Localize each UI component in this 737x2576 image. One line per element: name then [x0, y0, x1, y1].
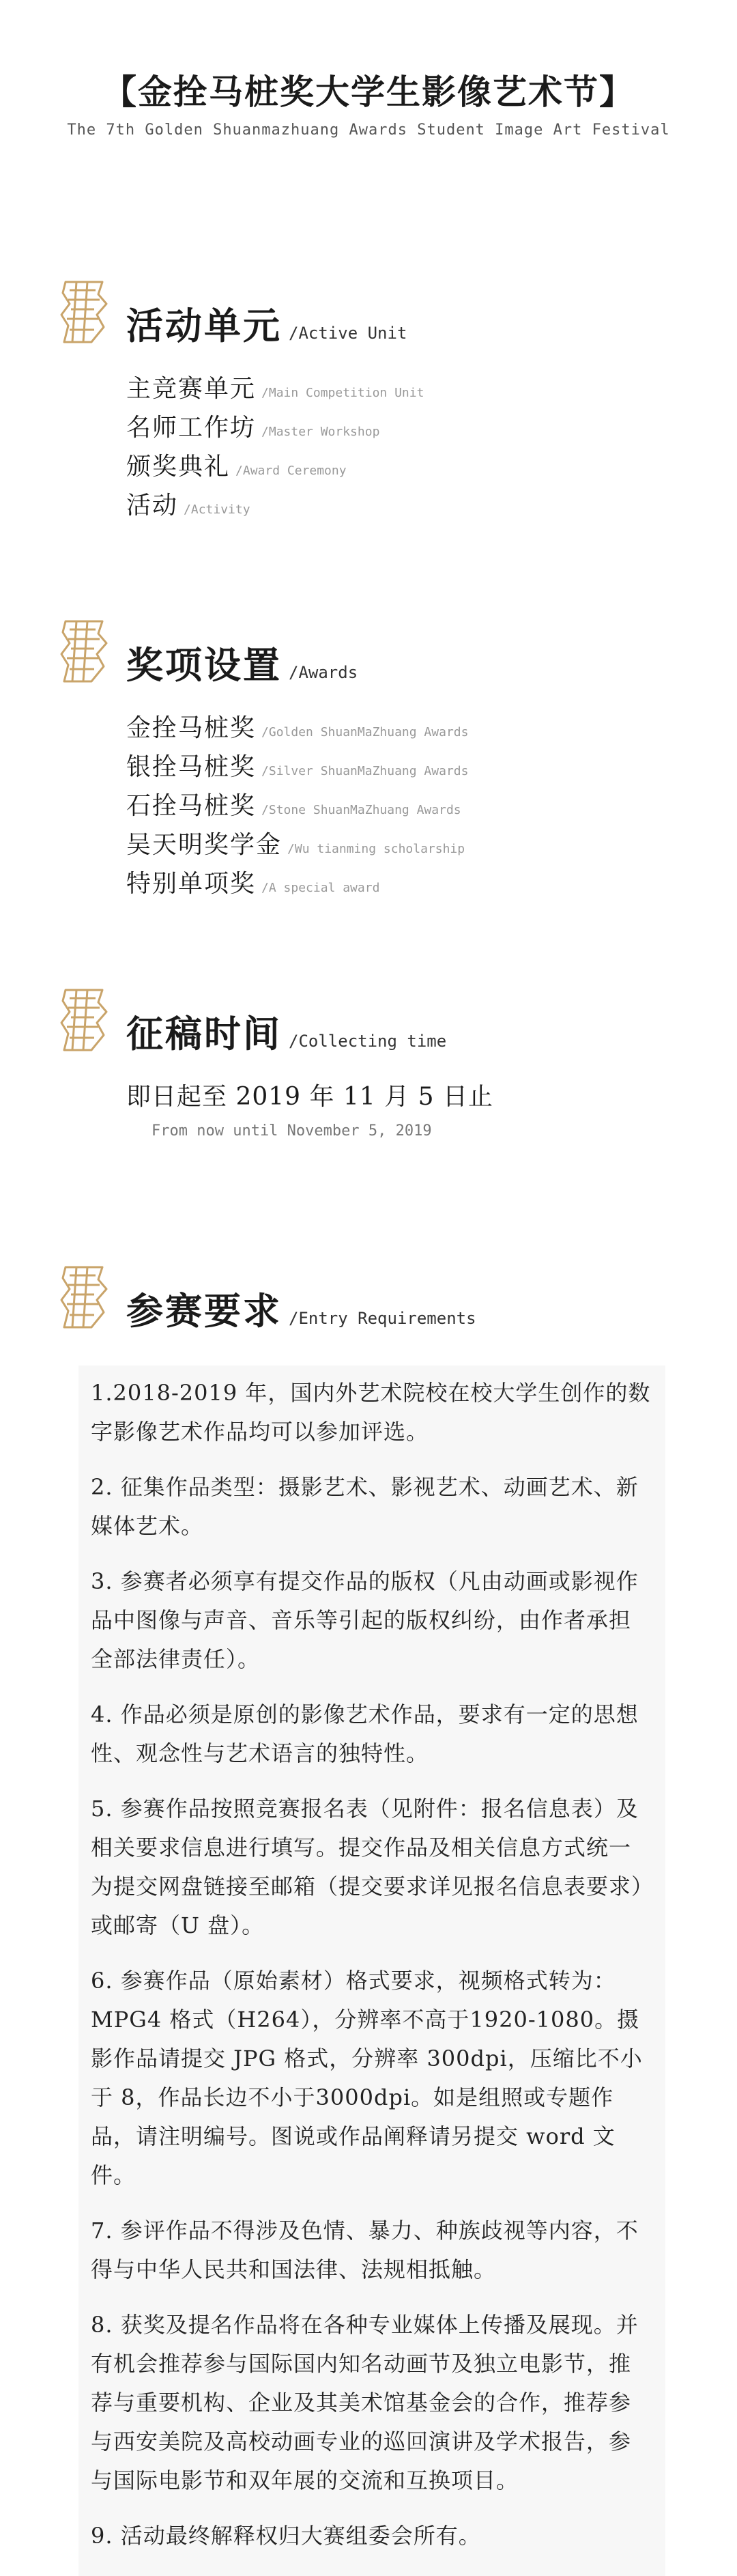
requirement-item: 5. 参赛作品按照竞赛报名表（见附件：报名信息表）及相关要求信息进行填写。提交作品及相关信息方式统一为提交网盘链接至邮箱（提交要求详见报名信息表要求）或邮寄（U 盘）。	[91, 1796, 644, 1938]
list-item	[126, 369, 424, 408]
awards-list	[126, 709, 468, 903]
list-item	[126, 825, 468, 864]
list-item	[126, 748, 468, 787]
collecting-period-en: From now until November 5, 2019	[151, 1122, 432, 1140]
item-en: /Wu tianming scholarship	[287, 842, 465, 856]
section-title-zh: 参赛要求	[126, 1290, 282, 1333]
list-item	[126, 408, 424, 447]
section-title-en: /Awards	[289, 663, 358, 682]
collecting-period-zh: 即日起至 2019 年 11 月 5 日止	[126, 1083, 493, 1111]
requirement-item: 3. 参赛者必须享有提交作品的版权（凡由动画或影视作品中图像与声音、音乐等引起的版权纠纷，由作者承担全部法律责任）。	[91, 1568, 639, 1672]
item-zh: 吴天明奖学金	[126, 831, 283, 859]
item-zh: 主竞赛单元	[126, 375, 257, 403]
requirement-item: 9. 活动最终解释权归大赛组委会所有。	[91, 2523, 481, 2549]
requirement-item: 1.2018-2019 年，国内外艺术院校在校大学生创作的数字影像艺术作品均可以参加评选。	[91, 1380, 651, 1445]
festival-emblem-icon	[56, 277, 112, 349]
page-title: 【金拴马桩奖大学生影像艺术节】	[102, 72, 635, 112]
item-en: /Activity	[184, 503, 250, 517]
festival-emblem-icon	[56, 616, 112, 688]
festival-emblem-icon	[56, 1262, 112, 1334]
section-title-zh: 活动单元	[126, 305, 282, 348]
list-item	[126, 787, 468, 825]
section-heading	[126, 1282, 476, 1335]
requirement-item: 6. 参赛作品（原始素材）格式要求，视频格式转为：MPG4 格式（H264），分辨率不高于1920-1080。摄影作品请提交 JPG 格式，分辨率 300dpi，压缩比不小于 8，作品长边不小于3000dpi。如是组照或专题作品，请注明编号。图说或作品阐释请另提交 word 文件。	[91, 1968, 643, 2188]
item-zh: 名师工作坊	[126, 414, 257, 442]
item-en: /Master Workshop	[261, 425, 380, 439]
list-item	[126, 486, 424, 525]
item-zh: 活动	[126, 492, 179, 520]
section-title-en: /Collecting time	[289, 1032, 447, 1051]
list-item	[126, 709, 468, 748]
item-zh: 石拴马桩奖	[126, 792, 257, 820]
requirement-item: 2. 征集作品类型：摄影艺术、影视艺术、动画艺术、新媒体艺术。	[91, 1474, 639, 1539]
item-zh: 金拴马桩奖	[126, 714, 257, 742]
item-zh: 银拴马桩奖	[126, 753, 257, 781]
section-heading	[126, 297, 407, 350]
section-title-en: /Active Unit	[289, 324, 407, 343]
section-heading	[126, 636, 358, 689]
requirement-item: 4. 作品必须是原创的影像艺术作品，要求有一定的思想性、观念性与艺术语言的独特性。	[91, 1701, 639, 1766]
festival-emblem-icon	[56, 985, 112, 1057]
requirements-list	[78, 1365, 665, 2576]
section-title-zh: 奖项设置	[126, 644, 282, 687]
item-zh: 特别单项奖	[126, 870, 257, 898]
section-title-zh: 征稿时间	[126, 1013, 282, 1056]
requirement-item: 7. 参评作品不得涉及色情、暴力、种族歧视等内容，不得与中华人民共和国法律、法规相抵触。	[91, 2218, 639, 2282]
item-en: /Main Competition Unit	[261, 386, 424, 400]
activity-list	[126, 369, 424, 525]
list-item	[126, 447, 424, 486]
item-en: /Stone ShuanMaZhuang Awards	[261, 803, 461, 817]
section-title-en: /Entry Requirements	[289, 1309, 476, 1328]
requirement-item: 8. 获奖及提名作品将在各种专业媒体上传播及展现。并有机会推荐参与国际国内知名动画节及独立电影节，推荐与重要机构、企业及其美术馆基金会的合作，推荐参与西安美院及高校动画专业的巡回演讲及学术报告，参与国际电影节和双年展的交流和互换项目。	[91, 2312, 639, 2493]
section-heading	[126, 1005, 446, 1058]
item-en: /Award Ceremony	[235, 464, 347, 478]
item-en: /Golden ShuanMaZhuang Awards	[261, 725, 469, 739]
list-item	[126, 864, 468, 903]
item-en: /Silver ShuanMaZhuang Awards	[261, 764, 469, 778]
page-subtitle: The 7th Golden Shuanmazhuang Awards Student Image Art Festival	[67, 122, 670, 139]
item-zh: 颁奖典礼	[126, 453, 231, 481]
item-en: /A special award	[261, 881, 380, 895]
